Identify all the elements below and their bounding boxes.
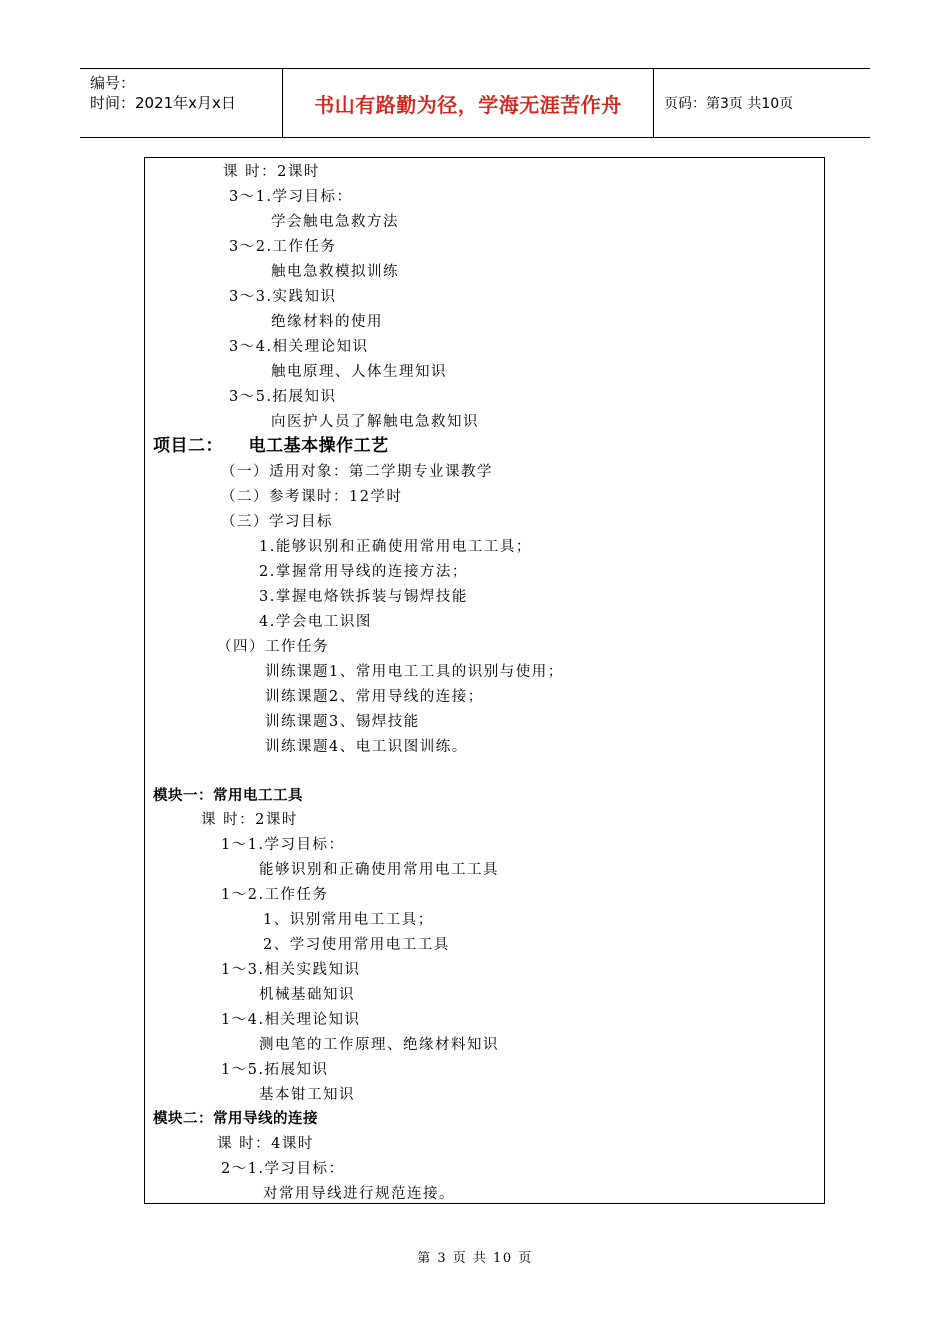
- item-line: （一）适用对象：第二学期专业课教学: [221, 464, 493, 480]
- module-heading: 模块二：常用导线的连接: [153, 1111, 318, 1127]
- section-body: 1、识别常用电工工具；: [263, 912, 434, 928]
- section-heading: 1～2.工作任务: [221, 887, 329, 903]
- section-heading: 1～3.相关实践知识: [221, 962, 361, 978]
- section-body: 绝缘材料的使用: [271, 314, 383, 330]
- goal-line: 2.掌握常用导线的连接方法；: [259, 564, 468, 580]
- page-footer: 第 3 页 共 10 页: [417, 1251, 533, 1266]
- item-line: （四）工作任务: [217, 639, 329, 655]
- header-motto-cell: [282, 69, 654, 137]
- header-page-info-cell: [654, 69, 870, 137]
- task-line: 训练课题1、常用电工工具的识别与使用；: [265, 664, 564, 680]
- item-line: （二）参考课时：12学时: [221, 489, 403, 505]
- motto-text: 书山有路勤为径，学海无涯苦作舟: [314, 92, 622, 117]
- task-line: 训练课题2、常用导线的连接；: [265, 689, 484, 705]
- goal-line: 3.掌握电烙铁拆装与锡焊技能: [259, 589, 468, 605]
- class-hours-line: 课 时：2课时: [223, 164, 320, 180]
- number-label: 编号：: [90, 74, 136, 92]
- header-meta: [80, 69, 282, 137]
- page-header: [80, 68, 870, 138]
- section-heading: 2～1.学习目标：: [221, 1161, 345, 1177]
- section-body: 触电急救模拟训练: [271, 264, 399, 280]
- section-heading: 3～1.学习目标：: [229, 189, 353, 205]
- section-body: 能够识别和正确使用常用电工工具: [259, 862, 499, 878]
- section-body: 基本钳工知识: [259, 1087, 355, 1103]
- section-heading: 1～1.学习目标：: [221, 837, 345, 853]
- time-label: 时间：2021年x月x日: [90, 94, 236, 112]
- task-line: 训练课题4、电工识图训练。: [265, 739, 468, 755]
- section-body: 测电笔的工作原理、绝缘材料知识: [259, 1037, 499, 1053]
- section-body: 学会触电急救方法: [271, 214, 399, 230]
- project-heading: 项目二： 电工基本操作工艺: [153, 436, 389, 456]
- section-body: 对常用导线进行规范连接。: [263, 1186, 455, 1202]
- class-hours-line: 课 时：4课时: [217, 1136, 314, 1152]
- item-line: （三）学习目标: [221, 514, 333, 530]
- goal-line: 1.能够识别和正确使用常用电工工具；: [259, 539, 532, 555]
- content-box: [144, 157, 825, 1204]
- section-body: 触电原理、人体生理知识: [271, 364, 447, 380]
- section-heading: 3～4.相关理论知识: [229, 339, 369, 355]
- module-heading: 模块一：常用电工工具: [153, 788, 303, 804]
- section-body: 2、学习使用常用电工工具: [263, 937, 450, 953]
- page-info: 页码：第3页 共10页: [664, 96, 794, 112]
- section-heading: 1～5.拓展知识: [221, 1062, 329, 1078]
- section-body: 向医护人员了解触电急救知识: [271, 414, 479, 430]
- section-heading: 1～4.相关理论知识: [221, 1012, 361, 1028]
- section-body: 机械基础知识: [259, 987, 355, 1003]
- section-heading: 3～5.拓展知识: [229, 389, 337, 405]
- task-line: 训练课题3、锡焊技能: [265, 714, 420, 730]
- goal-line: 4.学会电工识图: [259, 614, 372, 630]
- section-heading: 3～2.工作任务: [229, 239, 337, 255]
- class-hours-line: 课 时：2课时: [201, 812, 298, 828]
- section-heading: 3～3.实践知识: [229, 289, 337, 305]
